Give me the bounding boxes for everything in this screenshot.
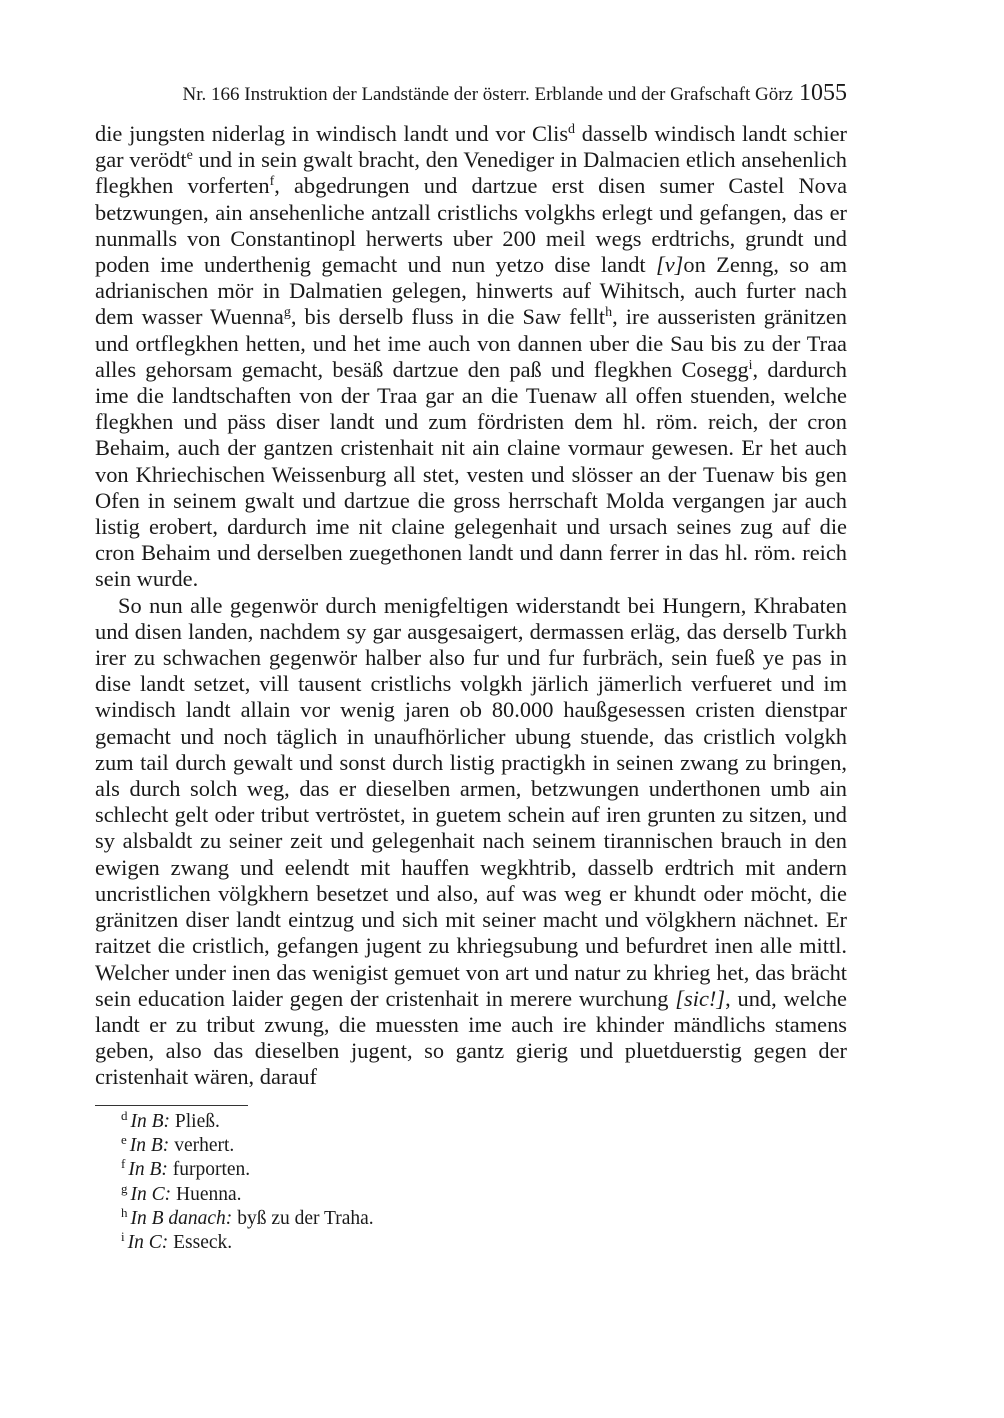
editorial-insertion: [sic!] [675, 985, 726, 1011]
editorial-insertion: [v] [656, 252, 684, 278]
main-text [95, 121, 847, 1091]
text-run: So nun alle gegenwör durch menigfeltigen widerstandt bei Hungern, Khrabaten und disen landen, nachdem sy gar ausgesaigert, dermassen erläg, das derselb Turkh irer zu schwachen gegenwör halber also fur und fur furbräch, sein fueß ye pas in dise landt setzet, vill tausent cristlichs volgkh järlich jämerlich verfueret und im windisch landt allain vor wenig jaren ob 80.000 haußgesessen cristen dienstpar gemacht und noch täglich in unaufhörlicher ubung stuende, das cristlich volgkh zum tail durch gewalt und sonst durch listig practigkh in seinen zwang zu bringen, als durch solch weg, das er dieselben armen, betzwungen underthonen umb ain schlecht gelt oder tribut vertröstet, in guetem schein auf iren grunten zu sitzen, und sy alsbaldt zu seiner zeit und gelegenhait nach seinem tirannischen brauch in den ewigen zwang und eelendt mit hauffen wegkhtrib, dasselb erdtrich mit andern uncristlichen völgkhern besetzet und also, auf was weg er khundt oder möcht, die gränitzen diser landt eintzug und sich mit seiner macht und völgkhern nächnet. Er raitzet die cristlich, gefangen jugent zu khriegsubung und befurdret inen alle mittl. Welcher under inen das wenigist gemuet von art und natur zu khrieg het, das brächt sein education laider gegen der cristenhait in merere wurchung [95, 592, 847, 1011]
footnote [121, 1110, 374, 1134]
footnote [121, 1204, 374, 1231]
footnote-text: Huenna. [171, 1183, 242, 1205]
text-run: und in sein gwalt bracht, den Venediger in Dalmacien etlich ansehenlich flegkhen vorferten [95, 147, 848, 199]
footnote-mark: g [121, 1180, 128, 1196]
footnote-rule [95, 1105, 248, 1106]
paragraph [95, 593, 847, 1091]
footnote-label: In B: [128, 1159, 168, 1181]
running-header [183, 80, 847, 107]
footnote [121, 1134, 374, 1158]
footnote-marker: g [283, 305, 291, 321]
text-run: dasselb windisch landt schier gar verödt [95, 121, 847, 173]
footnote-mark: i [121, 1229, 125, 1245]
footnote-mark: h [121, 1204, 128, 1220]
footnotes [121, 1110, 374, 1255]
footnote-text: verhert. [169, 1135, 235, 1157]
footnote-text: furporten. [167, 1159, 251, 1181]
footnote-text: byß zu der Traha. [232, 1207, 374, 1229]
footnote-mark: e [121, 1132, 127, 1148]
footnote-marker: i [748, 357, 753, 373]
text-run: , abgedrungen und dartzue erst disen sumer Castel Nova betzwungen, ain ansehenliche antzall cristlichs volgkhs erlegt und gefangen, das er nunmalls von Constantinopl herwerts uber 200 meil wegs erdtrichs, grundt und poden ime underthenig gemacht und nun yetzo dise landt [95, 173, 848, 278]
footnote-label: In B: [129, 1135, 170, 1157]
text-run: die jungsten niderlag in windisch landt und vor Clis [95, 121, 569, 146]
text-run: , ire ausseristen gränitzen und ortflegkhen hetten, und het ime auch von dannen uber die Sau bis zu der Traa alles gehorsam gemacht, besäß dartzue den paß und flegkhen Cosegg [95, 304, 847, 382]
text-run: , bis derselb fluss in die Saw fellt [290, 304, 606, 330]
text-run: , und, welche landt er zu tribut zwung, die muessten ime auch ire khinder mändlichs stamens geben, also das dieselben jugent, so gantz gierig und pluetduerstig gegen der cristenhait wären, darauf [95, 985, 847, 1090]
footnote [121, 1231, 374, 1255]
text-run: on Zenng, so am adrianischen mör in Dalmatien gelegen, hinwerts auf Wihitsch, auch furter nach dem wasser Wuenna [95, 252, 847, 330]
footnote-label: In B: [130, 1111, 171, 1132]
running-title: Nr. 166 Instruktion der Landstände der österr. Erblande und der Grafschaft Görz [182, 84, 793, 105]
footnote-label: In B danach: [130, 1207, 233, 1229]
footnote-marker: d [568, 122, 576, 137]
footnote-text: Esseck. [168, 1232, 233, 1254]
footnote-mark: f [121, 1156, 126, 1172]
footnote-label: In C: [127, 1232, 169, 1254]
footnote-marker: h [605, 305, 613, 321]
footnote-marker: e [186, 148, 193, 164]
text-run: , dardurch ime die landtschaften von der Traa gar an die Tuenaw all offen stuenden, welche flegkhen und päss diser landt und zum fördristen dem hl. röm. reich, der cron Behaim, auch der gantzen cristenhait nit ain claine vormaur gewesen. Er het auch von Khriechischen Weissenburg all stet, vesten und slösser an der Tuenaw bis gen Ofen in seinem gwalt und dartzue die gross herrschaft Molda vergangen jar auch listig erobert, dardurch ime nit claine gelegenhait und ursach seines zug auf die cron Behaim und derselben zuegethonen landt und dann ferrer in das hl. röm. reich sein wurde. [95, 356, 847, 592]
footnote-marker: f [269, 174, 275, 190]
footnote-text: Pließ. [170, 1111, 220, 1132]
footnote-label: In C: [130, 1183, 172, 1205]
footnote [121, 1180, 374, 1207]
paragraph [95, 121, 847, 593]
footnote-mark: d [121, 1108, 128, 1123]
footnote [121, 1158, 374, 1182]
page-number: 1055 [799, 80, 847, 106]
